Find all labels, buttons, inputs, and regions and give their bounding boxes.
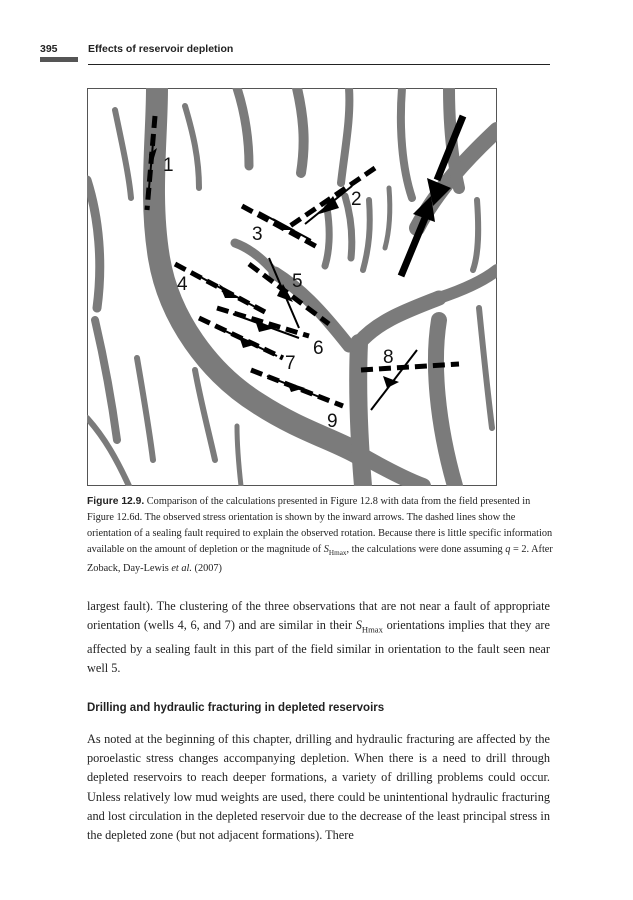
paragraph-1-text-b: orientations implies that they are affected by a sealing fault in this part of the field similar in orientation to the fault seen near well 5.	[87, 618, 550, 676]
well-label-6: 6	[313, 338, 324, 359]
paragraph-1	[87, 597, 550, 678]
well-label-5: 5	[292, 271, 303, 292]
well-label-7: 7	[285, 353, 296, 374]
paragraph-1-text-a: largest fault). The clustering of the three observations that are not near a fault of appropriate orientation (wells 4, 6, and 7) and are similar in their	[87, 599, 550, 633]
caption-text-2: , the calculations were done assuming	[346, 544, 506, 555]
paragraph-1-symbol-sub: Hmax	[361, 624, 383, 635]
well-label-9: 9	[327, 411, 338, 432]
caption-text-1: Comparison of the calculations presented in Figure 12.8 with data from the field presented in Figure 12.6d. The observed stress orientation is shown by the inward arrows. The dashed lines show the orientation of a sealing fault required to explain the observed rotation. Because there is little specific information available on the amount of depletion or the magnitude of	[87, 496, 553, 555]
page-number: 395	[40, 43, 58, 55]
well-label-4: 4	[177, 274, 188, 295]
paragraph-2: As noted at the beginning of this chapter, drilling and hydraulic fracturing are affected by the poroelastic stress changes accompanying depletion. When there is a need to drill through depleted reservoirs to reach deeper formations, a variety of drilling problems could occur. Unless relatively low mud weights are used, there could be unintentional hydraulic fracturing and lost circulation in the depleted reservoir due to the decrease of the least principal stress in the depleted zone (but not adjacent formations). There	[87, 732, 550, 843]
well-label-2: 2	[351, 189, 362, 210]
paragraph-1-symbol: S	[355, 618, 362, 633]
caption-symbol: S	[323, 544, 329, 555]
caption-et-al: et al.	[171, 563, 192, 575]
well-label-3: 3	[252, 224, 263, 245]
header-rule	[88, 64, 550, 65]
fault-map-figure	[87, 88, 497, 486]
caption-text-4: (2007)	[191, 563, 222, 575]
section-heading: Drilling and hydraulic fracturing in depleted reservoirs	[87, 702, 385, 714]
page-number-bar	[40, 57, 78, 62]
running-title: Effects of reservoir depletion	[88, 43, 234, 55]
caption-q: q	[505, 544, 511, 555]
well-label-8: 8	[383, 347, 394, 368]
well-label-1: 1	[163, 155, 174, 176]
caption-symbol-sub: Hmax	[328, 549, 347, 558]
figure-caption	[87, 494, 553, 577]
caption-label: Figure 12.9.	[87, 496, 145, 507]
caption-text-3: = 2. After Zoback, Day-Lewis	[87, 544, 553, 575]
